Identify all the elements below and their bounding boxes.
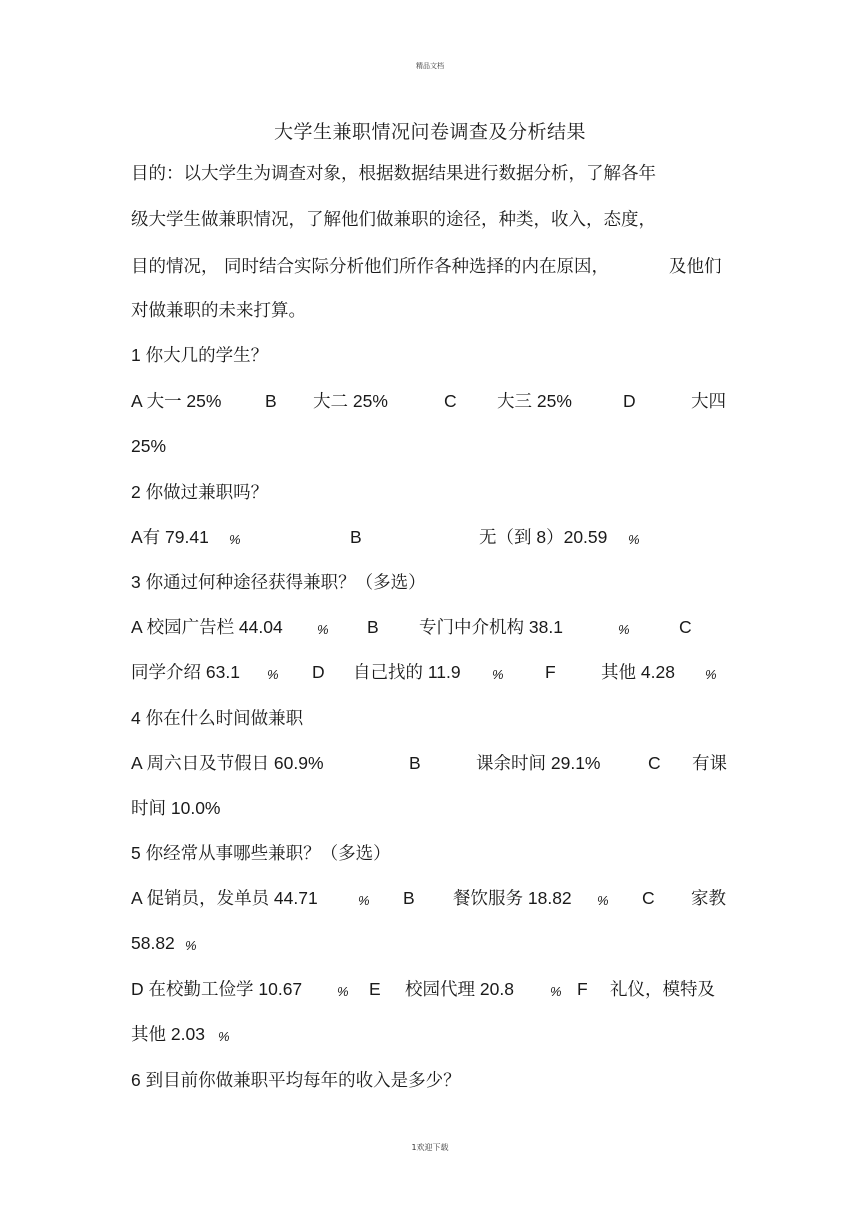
q3-option-b-letter: B	[367, 617, 379, 637]
q5-option-c: 家教	[691, 888, 726, 908]
q1-option-d-letter: D	[623, 391, 636, 411]
intro-line-3-end: 及他们	[669, 257, 722, 277]
question-3: 3 你通过何种途径获得兼职？（多选）	[131, 572, 426, 592]
q5-option-e-pct: %	[550, 984, 562, 999]
q5-option-f-pct: %	[218, 1029, 230, 1044]
intro-line-2: 级大学生做兼职情况，了解他们做兼职的途径，种类，收入，态度，	[131, 210, 656, 230]
question-5: 5 你经常从事哪些兼职？（多选）	[131, 843, 391, 863]
q5-option-c-letter: C	[642, 888, 655, 908]
q5-option-d-pct: %	[337, 984, 349, 999]
q3-option-b: 专门中介机构 38.1	[419, 617, 563, 637]
q5-option-e-letter: E	[369, 979, 381, 999]
q3-option-d-letter: D	[312, 662, 325, 682]
page-footer: 1欢迎下载	[411, 1143, 449, 1152]
q3-option-a: A 校园广告栏 44.04	[131, 617, 283, 637]
q3-option-f-pct: %	[705, 667, 717, 682]
q2-option-a: A有 79.41	[131, 527, 209, 547]
q5-option-f-letter: F	[577, 979, 588, 999]
q3-option-d-pct: %	[492, 667, 504, 682]
document-title: 大学生兼职情况问卷调查及分析结果	[273, 121, 586, 143]
q3-option-a-pct: %	[317, 622, 329, 637]
page-header: 精品文档	[416, 62, 444, 70]
q3-option-c-pct: %	[267, 667, 279, 682]
q5-option-a-pct: %	[358, 893, 370, 908]
q1-option-c: 大三 25%	[497, 391, 572, 411]
q4-option-c-letter: C	[648, 753, 661, 773]
q5-option-c-value: 58.82	[131, 933, 175, 953]
q2-option-b: 无（到 8）20.59	[479, 527, 608, 547]
question-1: 1 你大几的学生？	[131, 345, 269, 365]
q1-option-d: 大四	[691, 391, 726, 411]
q3-option-c: 同学介绍 63.1	[131, 662, 240, 682]
question-6: 6 到目前你做兼职平均每年的收入是多少？	[131, 1070, 461, 1090]
question-2: 2 你做过兼职吗？	[131, 482, 269, 502]
q5-option-b-pct: %	[597, 893, 609, 908]
intro-line-3-text: 目的情况， 同时结合实际分析他们所作各种选择的内在原因，	[131, 257, 610, 277]
q5-option-f: 礼仪，模特及	[610, 979, 715, 999]
q1-option-b-letter: B	[265, 391, 277, 411]
q1-option-b: 大二 25%	[313, 391, 388, 411]
q3-option-c-letter: C	[679, 617, 692, 637]
q1-option-c-letter: C	[444, 391, 457, 411]
intro-line-1: 目的：以大学生为调查对象，根据数据结果进行数据分析，了解各年	[131, 164, 656, 184]
q5-option-f-cont: 其他 2.03	[131, 1024, 205, 1044]
question-4: 4 你在什么时间做兼职	[131, 708, 304, 728]
q4-options-cont: 时间 10.0%	[131, 798, 221, 818]
q4-option-b-letter: B	[409, 753, 421, 773]
q5-option-c-pct: %	[185, 938, 197, 953]
q1-option-a: A 大一 25%	[131, 391, 222, 411]
q4-option-a: A 周六日及节假日 60.9%	[131, 753, 324, 773]
q3-option-d: 自己找的 11.9	[353, 662, 461, 682]
q3-option-f-letter: F	[545, 662, 556, 682]
q2-option-a-pct: %	[229, 532, 241, 547]
q5-option-d: D 在校勤工俭学 10.67	[131, 979, 303, 999]
q2-option-b-letter: B	[350, 527, 362, 547]
q2-option-b-pct: %	[628, 532, 640, 547]
q3-option-f: 其他 4.28	[601, 662, 675, 682]
q4-option-b: 课余时间 29.1%	[476, 753, 601, 773]
q5-option-b-letter: B	[403, 888, 415, 908]
q5-option-b: 餐饮服务 18.82	[453, 888, 572, 908]
q3-option-b-pct: %	[618, 622, 630, 637]
q5-option-e: 校园代理 20.8	[405, 979, 514, 999]
q5-option-a: A 促销员，发单员 44.71	[131, 888, 318, 908]
intro-line-4: 对做兼职的未来打算。	[131, 301, 306, 321]
q4-option-c: 有课	[692, 753, 727, 773]
q1-options-cont: 25%	[131, 436, 167, 456]
